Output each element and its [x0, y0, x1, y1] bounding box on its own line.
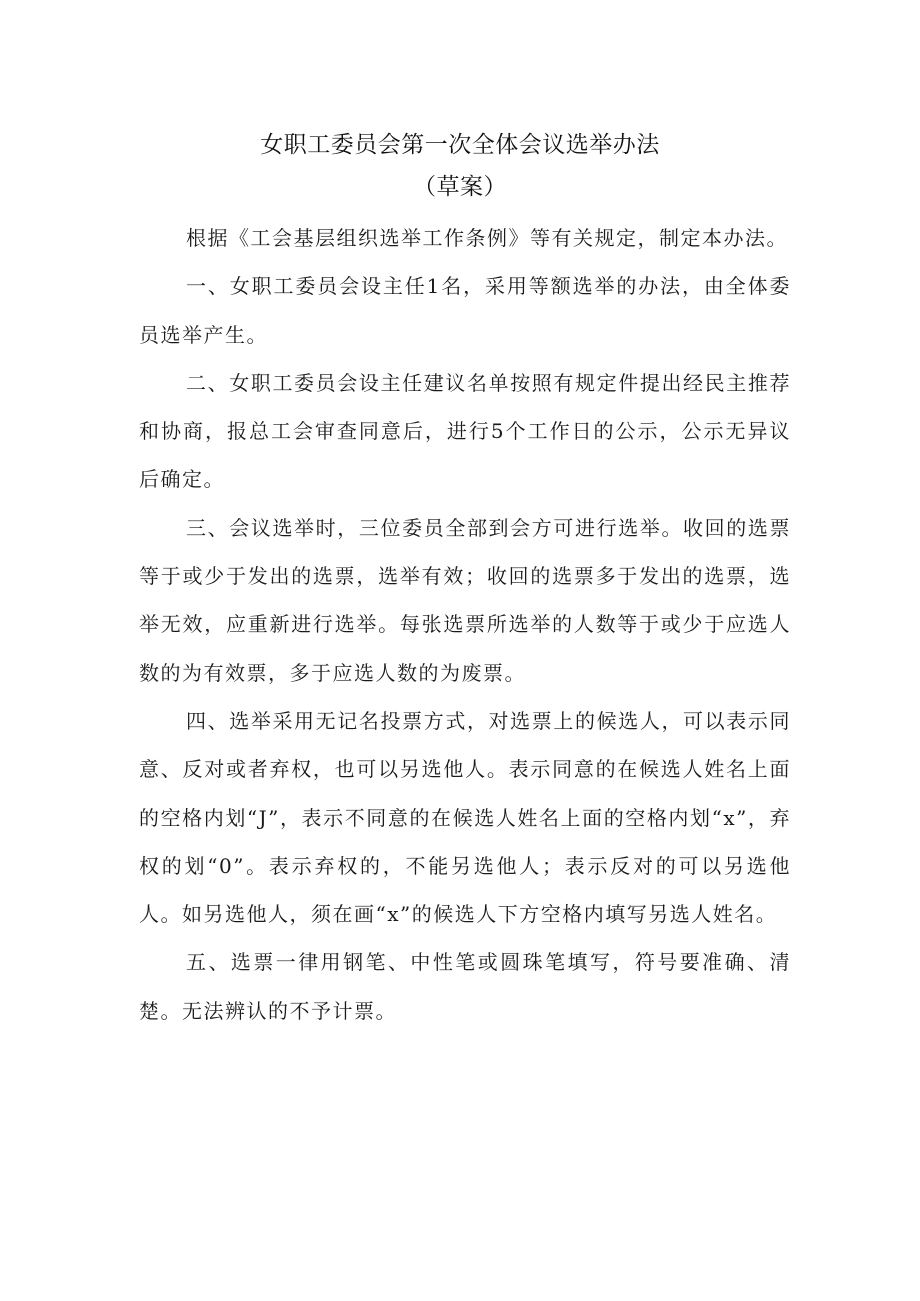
document-subtitle: （草案） — [413, 174, 507, 200]
paragraph-article-3: 三、会议选举时，三位委员全部到会方可进行选举。收回的选票等于或少于发出的选票，选举有效；收回的选票多于发出的选票，选举无效，应重新进行选举。每张选票所选举的人数等于或少于应选人数的为有效票，多于应选人数的为废票。 — [139, 515, 791, 685]
paragraph-article-1: 一、女职工委员会设主任1名，采用等额选举的办法，由全体委员选举产生。 — [139, 274, 791, 347]
paragraph-article-5: 五、选票一律用钢笔、中性笔或圆珠笔填写，符号要准确、清楚。无法辨认的不予计票。 — [139, 950, 791, 1023]
document-title: 女职工委员会第一次全体会议选举办法 — [260, 132, 660, 158]
paragraph-intro: 根据《工会基层组织选举工作条例》等有关规定，制定本办法。 — [186, 226, 788, 250]
paragraph-article-4: 四、选举采用无记名投票方式，对选票上的候选人，可以表示同意、反对或者弃权，也可以另选他人。表示同意的在候选人姓名上面的空格内划“J”，表示不同意的在候选人姓名上面的空格内划“x”，弃权的划“0”。表示弃权的，不能另选他人；表示反对的可以另选他人。如另选他人，须在画“x”的候选人下方空格内填写另选人姓名。 — [139, 708, 791, 927]
document-body — [139, 214, 791, 1035]
paragraph-article-2: 二、女职工委员会设主任建议名单按照有规定件提出经民主推荐和协商，报总工会审查同意后，进行5个工作日的公示，公示无异议后确定。 — [139, 370, 791, 492]
